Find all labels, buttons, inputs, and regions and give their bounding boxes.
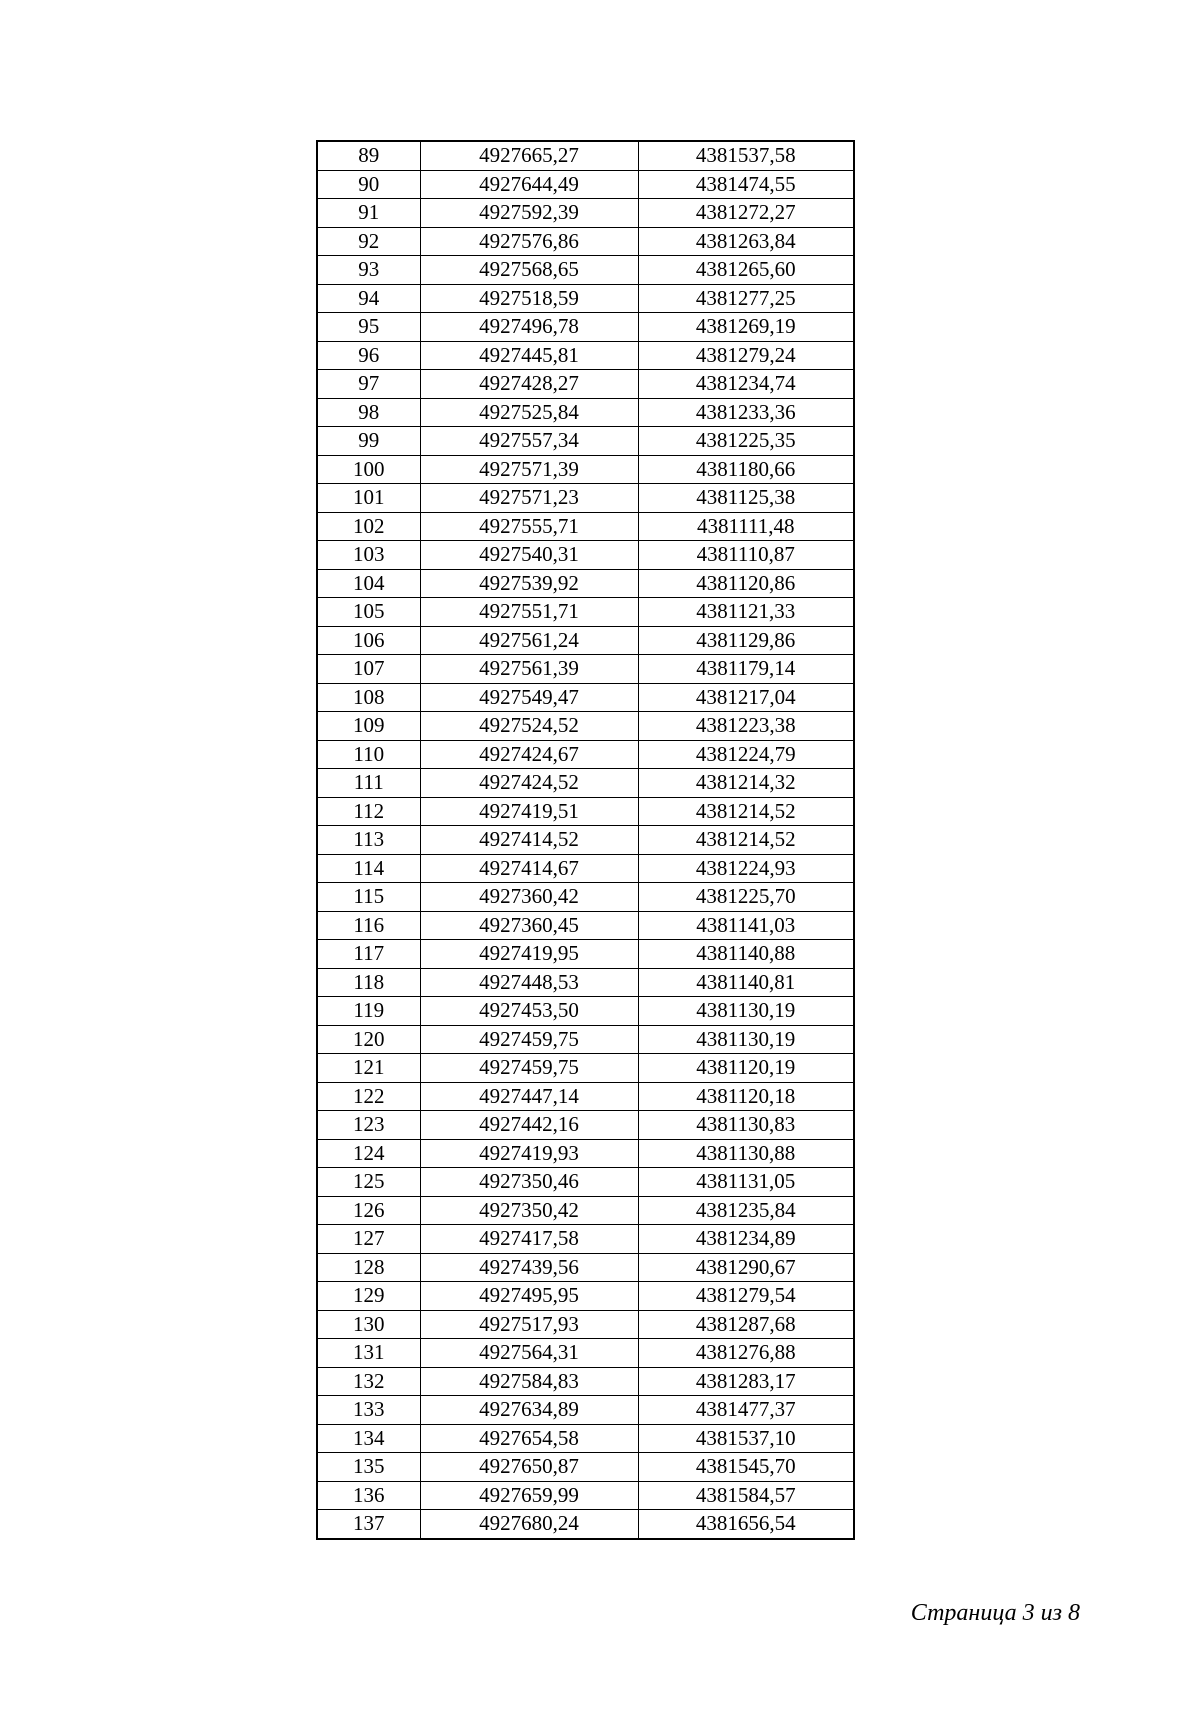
point-number-cell: 133 — [317, 1396, 420, 1425]
table-row — [317, 1453, 854, 1482]
y-coordinate-cell: 4381283,17 — [638, 1367, 854, 1396]
x-coordinate-cell: 4927419,51 — [420, 797, 638, 826]
y-coordinate-cell: 4381131,05 — [638, 1168, 854, 1197]
table-row — [317, 427, 854, 456]
y-coordinate-cell: 4381130,88 — [638, 1139, 854, 1168]
y-coordinate-cell: 4381110,87 — [638, 541, 854, 570]
x-coordinate-cell: 4927445,81 — [420, 341, 638, 370]
table-row — [317, 341, 854, 370]
table-row — [317, 227, 854, 256]
table-row — [317, 284, 854, 313]
x-coordinate-cell: 4927419,93 — [420, 1139, 638, 1168]
x-coordinate-cell: 4927654,58 — [420, 1424, 638, 1453]
table-row — [317, 1139, 854, 1168]
point-number-cell: 117 — [317, 940, 420, 969]
y-coordinate-cell: 4381272,27 — [638, 199, 854, 228]
point-number-cell: 90 — [317, 170, 420, 199]
x-coordinate-cell: 4927557,34 — [420, 427, 638, 456]
y-coordinate-cell: 4381120,19 — [638, 1054, 854, 1083]
y-coordinate-cell: 4381537,58 — [638, 141, 854, 170]
table-row — [317, 512, 854, 541]
y-coordinate-cell: 4381141,03 — [638, 911, 854, 940]
y-coordinate-cell: 4381287,68 — [638, 1310, 854, 1339]
x-coordinate-cell: 4927424,52 — [420, 769, 638, 798]
x-coordinate-cell: 4927524,52 — [420, 712, 638, 741]
x-coordinate-cell: 4927439,56 — [420, 1253, 638, 1282]
x-coordinate-cell: 4927561,24 — [420, 626, 638, 655]
y-coordinate-cell: 4381276,88 — [638, 1339, 854, 1368]
x-coordinate-cell: 4927540,31 — [420, 541, 638, 570]
table-row — [317, 398, 854, 427]
point-number-cell: 135 — [317, 1453, 420, 1482]
point-number-cell: 107 — [317, 655, 420, 684]
x-coordinate-cell: 4927561,39 — [420, 655, 638, 684]
table-row — [317, 1025, 854, 1054]
table-row — [317, 1396, 854, 1425]
table-row — [317, 256, 854, 285]
point-number-cell: 113 — [317, 826, 420, 855]
table-row — [317, 655, 854, 684]
y-coordinate-cell: 4381180,66 — [638, 455, 854, 484]
point-number-cell: 96 — [317, 341, 420, 370]
page-number-footer: Страница 3 из 8 — [910, 1600, 1080, 1626]
x-coordinate-cell: 4927360,42 — [420, 883, 638, 912]
point-number-cell: 119 — [317, 997, 420, 1026]
table-row — [317, 170, 854, 199]
x-coordinate-cell: 4927495,95 — [420, 1282, 638, 1311]
y-coordinate-cell: 4381474,55 — [638, 170, 854, 199]
table-row — [317, 1367, 854, 1396]
x-coordinate-cell: 4927428,27 — [420, 370, 638, 399]
point-number-cell: 94 — [317, 284, 420, 313]
y-coordinate-cell: 4381121,33 — [638, 598, 854, 627]
y-coordinate-cell: 4381130,19 — [638, 997, 854, 1026]
y-coordinate-cell: 4381234,89 — [638, 1225, 854, 1254]
y-coordinate-cell: 4381584,57 — [638, 1481, 854, 1510]
table-row — [317, 1253, 854, 1282]
x-coordinate-cell: 4927448,53 — [420, 968, 638, 997]
x-coordinate-cell: 4927517,93 — [420, 1310, 638, 1339]
point-number-cell: 128 — [317, 1253, 420, 1282]
point-number-cell: 114 — [317, 854, 420, 883]
table-row — [317, 683, 854, 712]
table-row — [317, 141, 854, 170]
y-coordinate-cell: 4381130,19 — [638, 1025, 854, 1054]
y-coordinate-cell: 4381130,83 — [638, 1111, 854, 1140]
x-coordinate-cell: 4927447,14 — [420, 1082, 638, 1111]
point-number-cell: 99 — [317, 427, 420, 456]
table-row — [317, 854, 854, 883]
point-number-cell: 115 — [317, 883, 420, 912]
y-coordinate-cell: 4381277,25 — [638, 284, 854, 313]
y-coordinate-cell: 4381656,54 — [638, 1510, 854, 1539]
y-coordinate-cell: 4381214,52 — [638, 797, 854, 826]
point-number-cell: 110 — [317, 740, 420, 769]
point-number-cell: 102 — [317, 512, 420, 541]
table-row — [317, 826, 854, 855]
point-number-cell: 101 — [317, 484, 420, 513]
table-row — [317, 1168, 854, 1197]
table-row — [317, 1225, 854, 1254]
table-row — [317, 968, 854, 997]
y-coordinate-cell: 4381477,37 — [638, 1396, 854, 1425]
coordinates-table-body — [317, 141, 854, 1539]
point-number-cell: 131 — [317, 1339, 420, 1368]
y-coordinate-cell: 4381234,74 — [638, 370, 854, 399]
point-number-cell: 106 — [317, 626, 420, 655]
x-coordinate-cell: 4927644,49 — [420, 170, 638, 199]
point-number-cell: 123 — [317, 1111, 420, 1140]
x-coordinate-cell: 4927584,83 — [420, 1367, 638, 1396]
point-number-cell: 97 — [317, 370, 420, 399]
x-coordinate-cell: 4927525,84 — [420, 398, 638, 427]
x-coordinate-cell: 4927549,47 — [420, 683, 638, 712]
table-row — [317, 769, 854, 798]
x-coordinate-cell: 4927592,39 — [420, 199, 638, 228]
point-number-cell: 127 — [317, 1225, 420, 1254]
x-coordinate-cell: 4927414,67 — [420, 854, 638, 883]
x-coordinate-cell: 4927350,46 — [420, 1168, 638, 1197]
table-row — [317, 740, 854, 769]
table-row — [317, 484, 854, 513]
table-row — [317, 911, 854, 940]
x-coordinate-cell: 4927496,78 — [420, 313, 638, 342]
x-coordinate-cell: 4927659,99 — [420, 1481, 638, 1510]
point-number-cell: 91 — [317, 199, 420, 228]
table-row — [317, 1481, 854, 1510]
table-row — [317, 598, 854, 627]
y-coordinate-cell: 4381545,70 — [638, 1453, 854, 1482]
point-number-cell: 120 — [317, 1025, 420, 1054]
y-coordinate-cell: 4381225,35 — [638, 427, 854, 456]
point-number-cell: 111 — [317, 769, 420, 798]
point-number-cell: 95 — [317, 313, 420, 342]
table-row — [317, 1111, 854, 1140]
y-coordinate-cell: 4381235,84 — [638, 1196, 854, 1225]
x-coordinate-cell: 4927571,39 — [420, 455, 638, 484]
y-coordinate-cell: 4381224,79 — [638, 740, 854, 769]
x-coordinate-cell: 4927442,16 — [420, 1111, 638, 1140]
point-number-cell: 112 — [317, 797, 420, 826]
x-coordinate-cell: 4927665,27 — [420, 141, 638, 170]
table-row — [317, 1510, 854, 1539]
y-coordinate-cell: 4381537,10 — [638, 1424, 854, 1453]
point-number-cell: 93 — [317, 256, 420, 285]
point-number-cell: 136 — [317, 1481, 420, 1510]
x-coordinate-cell: 4927551,71 — [420, 598, 638, 627]
x-coordinate-cell: 4927459,75 — [420, 1054, 638, 1083]
x-coordinate-cell: 4927350,42 — [420, 1196, 638, 1225]
x-coordinate-cell: 4927650,87 — [420, 1453, 638, 1482]
x-coordinate-cell: 4927576,86 — [420, 227, 638, 256]
y-coordinate-cell: 4381290,67 — [638, 1253, 854, 1282]
x-coordinate-cell: 4927360,45 — [420, 911, 638, 940]
table-row — [317, 997, 854, 1026]
table-row — [317, 797, 854, 826]
point-number-cell: 92 — [317, 227, 420, 256]
y-coordinate-cell: 4381233,36 — [638, 398, 854, 427]
x-coordinate-cell: 4927680,24 — [420, 1510, 638, 1539]
y-coordinate-cell: 4381263,84 — [638, 227, 854, 256]
point-number-cell: 116 — [317, 911, 420, 940]
table-row — [317, 455, 854, 484]
point-number-cell: 103 — [317, 541, 420, 570]
point-number-cell: 100 — [317, 455, 420, 484]
y-coordinate-cell: 4381120,86 — [638, 569, 854, 598]
table-row — [317, 1310, 854, 1339]
point-number-cell: 137 — [317, 1510, 420, 1539]
x-coordinate-cell: 4927571,23 — [420, 484, 638, 513]
table-row — [317, 1196, 854, 1225]
x-coordinate-cell: 4927568,65 — [420, 256, 638, 285]
point-number-cell: 129 — [317, 1282, 420, 1311]
table-row — [317, 1424, 854, 1453]
x-coordinate-cell: 4927459,75 — [420, 1025, 638, 1054]
y-coordinate-cell: 4381225,70 — [638, 883, 854, 912]
x-coordinate-cell: 4927424,67 — [420, 740, 638, 769]
x-coordinate-cell: 4927518,59 — [420, 284, 638, 313]
table-row — [317, 199, 854, 228]
y-coordinate-cell: 4381217,04 — [638, 683, 854, 712]
point-number-cell: 125 — [317, 1168, 420, 1197]
x-coordinate-cell: 4927539,92 — [420, 569, 638, 598]
x-coordinate-cell: 4927417,58 — [420, 1225, 638, 1254]
table-row — [317, 1339, 854, 1368]
y-coordinate-cell: 4381129,86 — [638, 626, 854, 655]
point-number-cell: 124 — [317, 1139, 420, 1168]
y-coordinate-cell: 4381111,48 — [638, 512, 854, 541]
table-row — [317, 712, 854, 741]
table-row — [317, 1282, 854, 1311]
x-coordinate-cell: 4927419,95 — [420, 940, 638, 969]
point-number-cell: 122 — [317, 1082, 420, 1111]
table-row — [317, 940, 854, 969]
x-coordinate-cell: 4927564,31 — [420, 1339, 638, 1368]
point-number-cell: 109 — [317, 712, 420, 741]
point-number-cell: 98 — [317, 398, 420, 427]
y-coordinate-cell: 4381120,18 — [638, 1082, 854, 1111]
y-coordinate-cell: 4381140,81 — [638, 968, 854, 997]
x-coordinate-cell: 4927414,52 — [420, 826, 638, 855]
y-coordinate-cell: 4381279,54 — [638, 1282, 854, 1311]
point-number-cell: 118 — [317, 968, 420, 997]
table-row — [317, 313, 854, 342]
point-number-cell: 89 — [317, 141, 420, 170]
y-coordinate-cell: 4381269,19 — [638, 313, 854, 342]
x-coordinate-cell: 4927634,89 — [420, 1396, 638, 1425]
point-number-cell: 126 — [317, 1196, 420, 1225]
y-coordinate-cell: 4381214,32 — [638, 769, 854, 798]
point-number-cell: 134 — [317, 1424, 420, 1453]
point-number-cell: 130 — [317, 1310, 420, 1339]
point-number-cell: 104 — [317, 569, 420, 598]
x-coordinate-cell: 4927453,50 — [420, 997, 638, 1026]
y-coordinate-cell: 4381125,38 — [638, 484, 854, 513]
point-number-cell: 132 — [317, 1367, 420, 1396]
table-row — [317, 883, 854, 912]
table-row — [317, 1082, 854, 1111]
table-row — [317, 370, 854, 399]
y-coordinate-cell: 4381140,88 — [638, 940, 854, 969]
y-coordinate-cell: 4381214,52 — [638, 826, 854, 855]
y-coordinate-cell: 4381279,24 — [638, 341, 854, 370]
table-row — [317, 1054, 854, 1083]
y-coordinate-cell: 4381179,14 — [638, 655, 854, 684]
y-coordinate-cell: 4381223,38 — [638, 712, 854, 741]
point-number-cell: 121 — [317, 1054, 420, 1083]
y-coordinate-cell: 4381224,93 — [638, 854, 854, 883]
table-row — [317, 569, 854, 598]
x-coordinate-cell: 4927555,71 — [420, 512, 638, 541]
point-number-cell: 105 — [317, 598, 420, 627]
table-row — [317, 626, 854, 655]
y-coordinate-cell: 4381265,60 — [638, 256, 854, 285]
point-number-cell: 108 — [317, 683, 420, 712]
table-row — [317, 541, 854, 570]
coordinates-table — [316, 140, 855, 1540]
